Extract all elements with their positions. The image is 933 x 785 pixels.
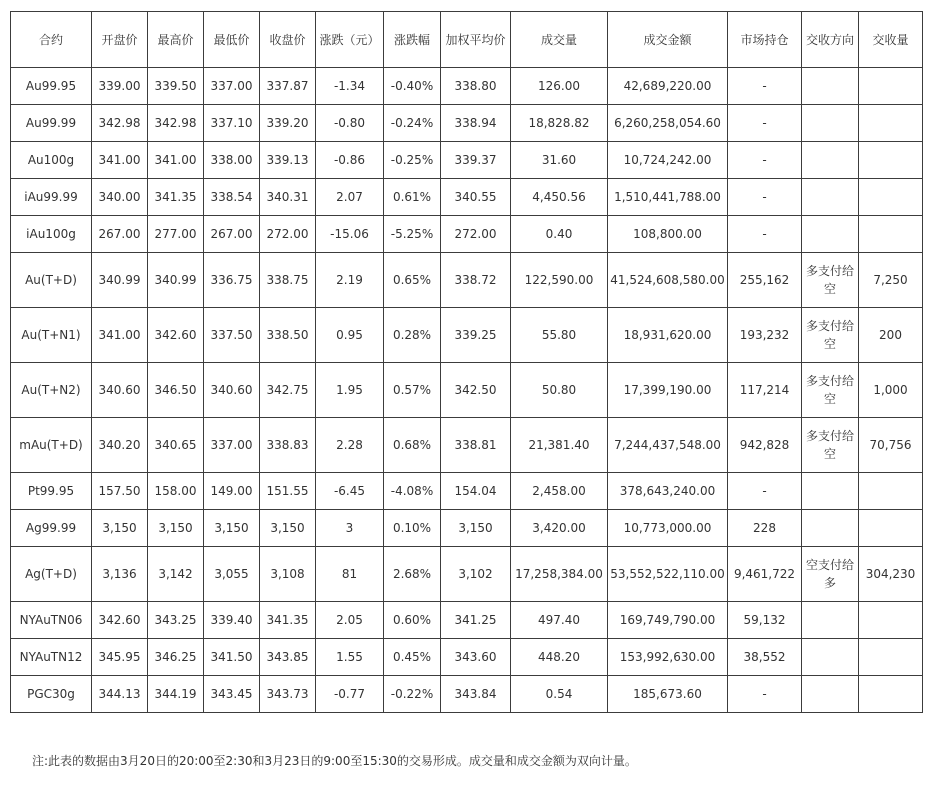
header-high: 最高价	[148, 12, 204, 68]
cell-open: 340.20	[92, 418, 148, 473]
cell-low: 338.54	[204, 179, 260, 216]
cell-low: 337.00	[204, 68, 260, 105]
cell-change-pct: 0.65%	[384, 253, 441, 308]
cell-volume: 126.00	[511, 68, 608, 105]
cell-close: 337.87	[260, 68, 316, 105]
cell-amount: 378,643,240.00	[608, 473, 728, 510]
cell-contract: PGC30g	[11, 676, 92, 713]
cell-open-interest: -	[728, 473, 802, 510]
cell-open-interest: -	[728, 216, 802, 253]
cell-high: 342.98	[148, 105, 204, 142]
cell-close: 339.13	[260, 142, 316, 179]
cell-weighted-avg: 338.81	[441, 418, 511, 473]
cell-change: 1.95	[316, 363, 384, 418]
cell-close: 342.75	[260, 363, 316, 418]
cell-low: 338.00	[204, 142, 260, 179]
cell-open-interest: -	[728, 68, 802, 105]
cell-contract: Au(T+D)	[11, 253, 92, 308]
cell-close: 272.00	[260, 216, 316, 253]
table-row	[11, 676, 923, 713]
cell-delivery-direction	[802, 179, 859, 216]
quotes-table	[10, 11, 923, 713]
cell-high: 343.25	[148, 602, 204, 639]
cell-open-interest: 59,132	[728, 602, 802, 639]
cell-contract: Au(T+N1)	[11, 308, 92, 363]
cell-low: 149.00	[204, 473, 260, 510]
cell-close: 339.20	[260, 105, 316, 142]
cell-open: 267.00	[92, 216, 148, 253]
table-row	[11, 253, 923, 308]
cell-volume: 18,828.82	[511, 105, 608, 142]
cell-low: 341.50	[204, 639, 260, 676]
table-row	[11, 639, 923, 676]
cell-open-interest: -	[728, 179, 802, 216]
cell-low: 337.50	[204, 308, 260, 363]
cell-volume: 31.60	[511, 142, 608, 179]
cell-contract: Ag(T+D)	[11, 547, 92, 602]
cell-delivery-direction: 多支付给空	[802, 253, 859, 308]
cell-close: 3,108	[260, 547, 316, 602]
cell-delivery-direction: 多支付给空	[802, 363, 859, 418]
cell-change: -1.34	[316, 68, 384, 105]
cell-change: 81	[316, 547, 384, 602]
cell-contract: Au100g	[11, 142, 92, 179]
cell-open: 342.60	[92, 602, 148, 639]
header-row	[11, 12, 923, 68]
table-row	[11, 510, 923, 547]
cell-open-interest: -	[728, 676, 802, 713]
cell-low: 337.10	[204, 105, 260, 142]
cell-amount: 53,552,522,110.00	[608, 547, 728, 602]
cell-change: -0.80	[316, 105, 384, 142]
cell-low: 3,150	[204, 510, 260, 547]
cell-high: 158.00	[148, 473, 204, 510]
cell-low: 337.00	[204, 418, 260, 473]
cell-delivery-quantity	[859, 639, 923, 676]
cell-volume: 21,381.40	[511, 418, 608, 473]
cell-weighted-avg: 343.84	[441, 676, 511, 713]
cell-delivery-direction	[802, 510, 859, 547]
cell-contract: NYAuTN06	[11, 602, 92, 639]
cell-open: 3,136	[92, 547, 148, 602]
table-row	[11, 216, 923, 253]
table-row	[11, 473, 923, 510]
table-row	[11, 602, 923, 639]
header-contract: 合约	[11, 12, 92, 68]
cell-delivery-direction	[802, 216, 859, 253]
cell-delivery-quantity: 200	[859, 308, 923, 363]
cell-delivery-quantity: 70,756	[859, 418, 923, 473]
table-row	[11, 547, 923, 602]
cell-high: 346.25	[148, 639, 204, 676]
cell-change-pct: -5.25%	[384, 216, 441, 253]
cell-high: 344.19	[148, 676, 204, 713]
cell-contract: Ag99.99	[11, 510, 92, 547]
cell-amount: 18,931,620.00	[608, 308, 728, 363]
cell-contract: NYAuTN12	[11, 639, 92, 676]
cell-weighted-avg: 338.80	[441, 68, 511, 105]
cell-volume: 0.40	[511, 216, 608, 253]
cell-open-interest: 38,552	[728, 639, 802, 676]
cell-delivery-quantity	[859, 602, 923, 639]
cell-open: 3,150	[92, 510, 148, 547]
cell-change: -6.45	[316, 473, 384, 510]
cell-delivery-direction	[802, 676, 859, 713]
cell-close: 343.73	[260, 676, 316, 713]
cell-amount: 169,749,790.00	[608, 602, 728, 639]
cell-amount: 108,800.00	[608, 216, 728, 253]
cell-high: 3,150	[148, 510, 204, 547]
cell-change: -0.86	[316, 142, 384, 179]
cell-open-interest: 255,162	[728, 253, 802, 308]
cell-contract: Au99.95	[11, 68, 92, 105]
cell-delivery-quantity: 304,230	[859, 547, 923, 602]
cell-open-interest: 228	[728, 510, 802, 547]
cell-delivery-direction: 多支付给空	[802, 418, 859, 473]
cell-volume: 497.40	[511, 602, 608, 639]
cell-open-interest: 117,214	[728, 363, 802, 418]
cell-open-interest: -	[728, 105, 802, 142]
cell-open: 341.00	[92, 308, 148, 363]
table-row	[11, 142, 923, 179]
cell-weighted-avg: 339.37	[441, 142, 511, 179]
table-row	[11, 418, 923, 473]
header-open: 开盘价	[92, 12, 148, 68]
cell-change-pct: -0.24%	[384, 105, 441, 142]
cell-close: 338.83	[260, 418, 316, 473]
header-amount: 成交金额	[608, 12, 728, 68]
cell-change-pct: 0.60%	[384, 602, 441, 639]
cell-delivery-quantity	[859, 105, 923, 142]
cell-change-pct: 0.45%	[384, 639, 441, 676]
cell-delivery-direction	[802, 639, 859, 676]
cell-contract: Au(T+N2)	[11, 363, 92, 418]
cell-volume: 50.80	[511, 363, 608, 418]
cell-high: 341.35	[148, 179, 204, 216]
cell-amount: 1,510,441,788.00	[608, 179, 728, 216]
cell-weighted-avg: 3,150	[441, 510, 511, 547]
cell-delivery-quantity	[859, 142, 923, 179]
header-change: 涨跌（元）	[316, 12, 384, 68]
cell-volume: 0.54	[511, 676, 608, 713]
cell-delivery-quantity	[859, 510, 923, 547]
cell-weighted-avg: 340.55	[441, 179, 511, 216]
header-weighted-avg: 加权平均价	[441, 12, 511, 68]
cell-weighted-avg: 341.25	[441, 602, 511, 639]
cell-high: 277.00	[148, 216, 204, 253]
cell-open-interest: -	[728, 142, 802, 179]
cell-open-interest: 942,828	[728, 418, 802, 473]
cell-weighted-avg: 342.50	[441, 363, 511, 418]
cell-volume: 17,258,384.00	[511, 547, 608, 602]
cell-contract: Au99.99	[11, 105, 92, 142]
cell-delivery-quantity	[859, 179, 923, 216]
cell-amount: 7,244,437,548.00	[608, 418, 728, 473]
cell-close: 151.55	[260, 473, 316, 510]
cell-delivery-quantity	[859, 68, 923, 105]
cell-amount: 17,399,190.00	[608, 363, 728, 418]
cell-change: 3	[316, 510, 384, 547]
cell-delivery-direction: 多支付给空	[802, 308, 859, 363]
cell-close: 340.31	[260, 179, 316, 216]
cell-change-pct: 0.68%	[384, 418, 441, 473]
cell-open: 340.99	[92, 253, 148, 308]
cell-delivery-direction	[802, 68, 859, 105]
cell-delivery-direction	[802, 142, 859, 179]
cell-weighted-avg: 338.72	[441, 253, 511, 308]
cell-weighted-avg: 272.00	[441, 216, 511, 253]
cell-close: 3,150	[260, 510, 316, 547]
table-row	[11, 308, 923, 363]
cell-amount: 6,260,258,054.60	[608, 105, 728, 142]
cell-volume: 2,458.00	[511, 473, 608, 510]
cell-high: 342.60	[148, 308, 204, 363]
cell-delivery-direction	[802, 602, 859, 639]
header-change-pct: 涨跌幅	[384, 12, 441, 68]
cell-volume: 4,450.56	[511, 179, 608, 216]
cell-open: 339.00	[92, 68, 148, 105]
cell-open: 340.00	[92, 179, 148, 216]
cell-volume: 448.20	[511, 639, 608, 676]
cell-change-pct: -0.40%	[384, 68, 441, 105]
header-open-interest: 市场持仓	[728, 12, 802, 68]
cell-close: 341.35	[260, 602, 316, 639]
cell-low: 3,055	[204, 547, 260, 602]
cell-contract: iAu100g	[11, 216, 92, 253]
cell-amount: 10,724,242.00	[608, 142, 728, 179]
cell-open-interest: 9,461,722	[728, 547, 802, 602]
cell-close: 338.75	[260, 253, 316, 308]
cell-change-pct: -0.25%	[384, 142, 441, 179]
cell-delivery-quantity: 1,000	[859, 363, 923, 418]
cell-low: 336.75	[204, 253, 260, 308]
cell-change-pct: 2.68%	[384, 547, 441, 602]
header-volume: 成交量	[511, 12, 608, 68]
cell-low: 267.00	[204, 216, 260, 253]
table-row	[11, 363, 923, 418]
cell-delivery-quantity	[859, 676, 923, 713]
cell-change-pct: -4.08%	[384, 473, 441, 510]
cell-change: 2.05	[316, 602, 384, 639]
cell-weighted-avg: 343.60	[441, 639, 511, 676]
cell-delivery-quantity	[859, 216, 923, 253]
cell-change: 2.28	[316, 418, 384, 473]
header-close: 收盘价	[260, 12, 316, 68]
cell-contract: iAu99.99	[11, 179, 92, 216]
cell-change-pct: 0.57%	[384, 363, 441, 418]
cell-delivery-quantity	[859, 473, 923, 510]
cell-change: 0.95	[316, 308, 384, 363]
header-low: 最低价	[204, 12, 260, 68]
cell-weighted-avg: 339.25	[441, 308, 511, 363]
cell-close: 338.50	[260, 308, 316, 363]
cell-contract: Pt99.95	[11, 473, 92, 510]
cell-close: 343.85	[260, 639, 316, 676]
cell-open: 344.13	[92, 676, 148, 713]
cell-high: 346.50	[148, 363, 204, 418]
cell-high: 341.00	[148, 142, 204, 179]
cell-weighted-avg: 338.94	[441, 105, 511, 142]
cell-open: 341.00	[92, 142, 148, 179]
cell-weighted-avg: 3,102	[441, 547, 511, 602]
table-row	[11, 68, 923, 105]
cell-open: 157.50	[92, 473, 148, 510]
cell-change-pct: 0.28%	[384, 308, 441, 363]
cell-amount: 42,689,220.00	[608, 68, 728, 105]
table-row	[11, 105, 923, 142]
cell-amount: 10,773,000.00	[608, 510, 728, 547]
cell-change-pct: 0.61%	[384, 179, 441, 216]
cell-change: 2.07	[316, 179, 384, 216]
cell-change: -0.77	[316, 676, 384, 713]
cell-low: 340.60	[204, 363, 260, 418]
cell-open: 340.60	[92, 363, 148, 418]
cell-contract: mAu(T+D)	[11, 418, 92, 473]
cell-open-interest: 193,232	[728, 308, 802, 363]
cell-change: 2.19	[316, 253, 384, 308]
cell-high: 339.50	[148, 68, 204, 105]
cell-delivery-direction	[802, 105, 859, 142]
cell-high: 340.99	[148, 253, 204, 308]
table-row	[11, 179, 923, 216]
cell-change: 1.55	[316, 639, 384, 676]
cell-delivery-quantity: 7,250	[859, 253, 923, 308]
cell-amount: 153,992,630.00	[608, 639, 728, 676]
cell-open: 345.95	[92, 639, 148, 676]
cell-volume: 122,590.00	[511, 253, 608, 308]
cell-change-pct: 0.10%	[384, 510, 441, 547]
cell-high: 340.65	[148, 418, 204, 473]
cell-weighted-avg: 154.04	[441, 473, 511, 510]
cell-low: 339.40	[204, 602, 260, 639]
cell-open: 342.98	[92, 105, 148, 142]
cell-delivery-direction: 空支付给多	[802, 547, 859, 602]
footnote: 注:此表的数据由3月20日的20:00至2:30和3月23日的9:00至15:30的交易形成。成交量和成交金额为双向计量。	[32, 754, 637, 768]
cell-delivery-direction	[802, 473, 859, 510]
cell-high: 3,142	[148, 547, 204, 602]
cell-volume: 55.80	[511, 308, 608, 363]
header-delivery-quantity: 交收量	[859, 12, 923, 68]
cell-low: 343.45	[204, 676, 260, 713]
cell-amount: 41,524,608,580.00	[608, 253, 728, 308]
header-delivery-direction: 交收方向	[802, 12, 859, 68]
cell-amount: 185,673.60	[608, 676, 728, 713]
cell-volume: 3,420.00	[511, 510, 608, 547]
cell-change-pct: -0.22%	[384, 676, 441, 713]
cell-change: -15.06	[316, 216, 384, 253]
